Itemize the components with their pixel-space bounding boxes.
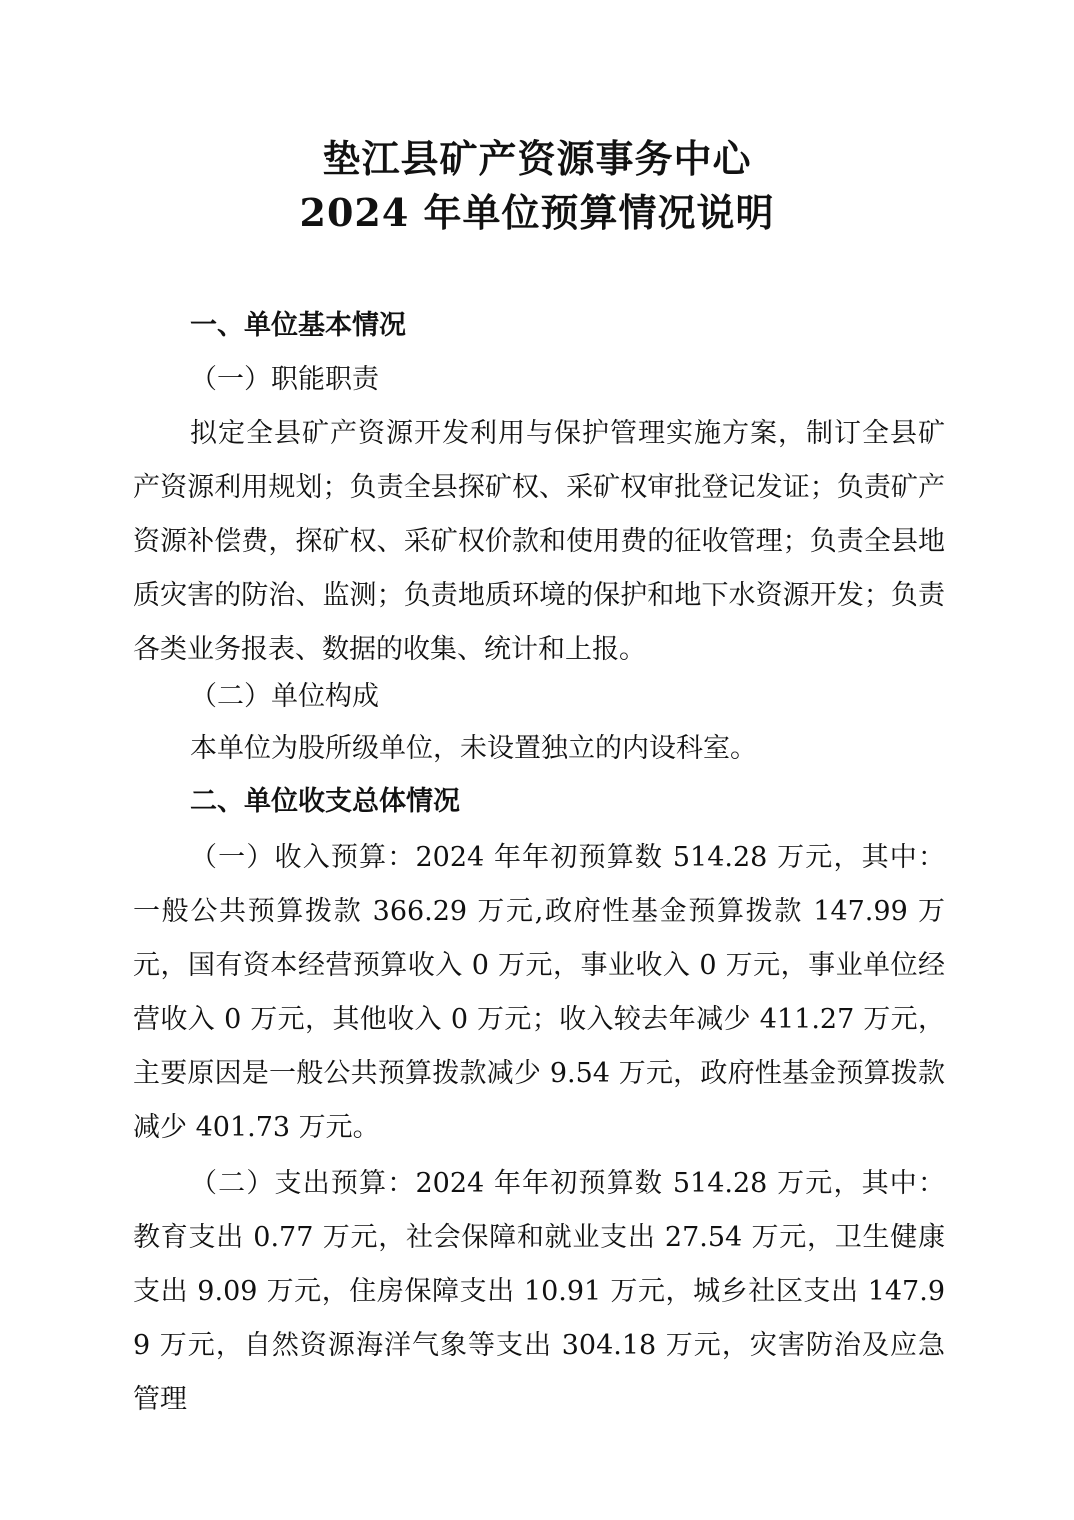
section1-subheading-structure: （二）单位构成 <box>190 681 379 712</box>
section1-heading: 一、单位基本情况 <box>190 310 406 341</box>
section2-heading: 二、单位收支总体情况 <box>190 786 460 817</box>
document-title-line1: 垫江县矿产资源事务中心 <box>322 136 752 181</box>
section1-subheading-duties: （一）职能职责 <box>190 364 379 395</box>
section2-income-paragraph: （一）收入预算：2024 年年初预算数 514.28 万元，其中：一般公共预算拨款 366.29 万元,政府性基金预算拨款 147.99 万元，国有资本经营预算收入 0 万元，事业收入 0 万元，事业单位经营收入 0 万元，其他收入 0 万元；收入较去年减少 411.27 万元，主要原因是一般公共预算拨款减少 9.54 万元，政府性基金预算拨款减少 401.73 万元。 <box>133 842 945 1143</box>
section2-expenditure-paragraph: （二）支出预算：2024 年年初预算数 514.28 万元，其中：教育支出 0.77 万元，社会保障和就业支出 27.54 万元，卫生健康支出 9.09 万元，住房保障支出 10.91 万元，城乡社区支出 147.99 万元，自然资源海洋气象等支出 304.18 万元，灾害防治及应急管理 <box>133 1168 945 1415</box>
document-title-line2: 2024 年单位预算情况说明 <box>299 190 775 235</box>
section1-structure-paragraph: 本单位为股所级单位，未设置独立的内设科室。 <box>190 733 757 764</box>
section1-duties-paragraph: 拟定全县矿产资源开发利用与保护管理实施方案，制订全县矿产资源利用规划；负责全县探矿权、采矿权审批登记发证；负责矿产资源补偿费，探矿权、采矿权价款和使用费的征收管理；负责全县地质灾害的防治、监测；负责地质环境的保护和地下水资源开发；负责各类业务报表、数据的收集、统计和上报。 <box>133 418 945 665</box>
